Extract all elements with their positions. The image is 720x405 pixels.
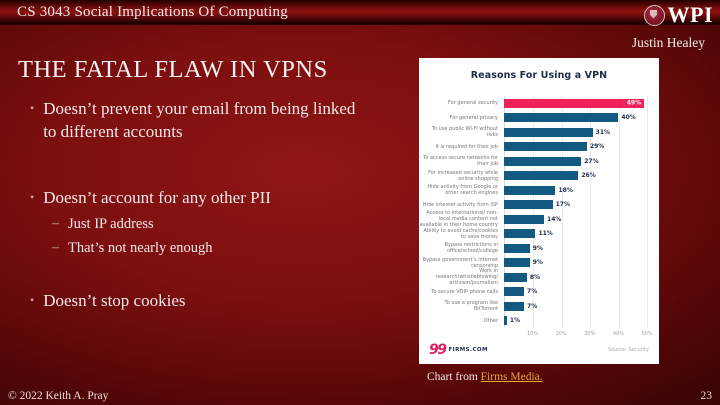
chart-bar-row	[419, 299, 647, 314]
bar-category-label: To access secure networks for their job	[423, 155, 498, 168]
chart-bar-row	[419, 154, 647, 169]
bar	[504, 229, 535, 238]
chart-bar-row	[419, 125, 647, 140]
firms-logo-text: FIRMS.COM	[448, 347, 488, 353]
bar-category-label: Ability to avoid cache/cookies to save money	[423, 227, 498, 240]
bar-value-label: 14%	[547, 215, 562, 223]
x-tick-label: 40%	[612, 331, 624, 337]
header-bar	[0, 0, 720, 25]
bar-value-label: 26%	[581, 172, 596, 180]
bullet-list	[30, 98, 372, 313]
bar	[504, 316, 507, 325]
bar	[504, 142, 587, 151]
bar	[504, 186, 555, 195]
bar-category-label: Other	[483, 317, 498, 324]
chart-bar-row	[419, 270, 647, 285]
bullet-text: Doesn’t account for any other PII	[43, 187, 271, 207]
chart-bar-row	[419, 183, 647, 198]
caption-prefix: Chart from	[427, 371, 481, 383]
wpi-logo	[644, 2, 714, 28]
x-tick-label: 30%	[584, 331, 596, 337]
bar-value-label: 11%	[538, 230, 553, 238]
bullet-item	[30, 187, 372, 210]
bar	[504, 287, 524, 296]
chart-bar-row	[419, 212, 647, 227]
bar-category-label: To secure VOIP phone calls	[431, 288, 498, 295]
chart-bar-row	[419, 140, 647, 155]
chart-caption	[427, 371, 543, 383]
bar	[504, 215, 544, 224]
author-name: Justin Healey	[631, 35, 705, 50]
bullet-item	[30, 290, 372, 313]
bar-value-label: 27%	[584, 157, 599, 165]
bar-value-label: 29%	[589, 143, 605, 151]
chart-source: Source: Security	[608, 347, 649, 353]
bullet-dot-icon: •	[30, 292, 35, 307]
bar	[504, 113, 618, 122]
bullet-item	[52, 215, 372, 235]
bullet-dot-icon: •	[30, 101, 35, 115]
bar-value-label: 31%	[595, 128, 611, 136]
chart-bar-row	[419, 111, 647, 126]
wpi-logo-text: WPI	[667, 2, 713, 27]
page-number: 23	[700, 390, 712, 402]
bar	[504, 244, 530, 253]
bullet-dash-icon: –	[52, 215, 59, 231]
bar-category-label: Access to international/ non-local media content not available in their home country	[419, 210, 498, 229]
bullet-text: Doesn’t stop cookies	[43, 290, 186, 310]
bar	[504, 171, 578, 180]
bar-category-label: Bypass government’s internet censorship	[422, 256, 498, 269]
bar-value-label: 8%	[529, 273, 541, 281]
chart-x-axis	[504, 331, 653, 339]
bullet-text: Doesn’t prevent your email from being linked to different accounts	[43, 99, 356, 141]
bar-value-label: 17%	[555, 201, 570, 209]
bullet-dash-icon: –	[52, 240, 59, 256]
bar	[504, 302, 524, 311]
chart-bar-row	[419, 169, 647, 184]
bar-value-label: 7%	[527, 302, 538, 310]
bullet-item	[52, 239, 372, 259]
chart-bar-row	[419, 314, 647, 329]
bar	[504, 200, 553, 209]
firms-99-icon: 99	[429, 342, 446, 358]
chart-footer	[429, 343, 649, 357]
firms-logo	[429, 343, 488, 357]
bar-category-label: Work in research/whistleblowing/ activism/journalism	[435, 268, 498, 287]
bar-category-label: Bypass restrictions in office/school/college	[444, 242, 498, 255]
chart-bar-row	[419, 241, 647, 256]
vpn-reasons-chart	[419, 58, 659, 364]
chart-bar-row	[419, 96, 647, 111]
slide-title: THE FATAL FLAW IN VPNS	[18, 56, 328, 83]
bar-category-label: For increased security while online shopping	[428, 169, 498, 182]
bar-category-label: Hide internet activity from ISP	[422, 201, 498, 208]
chart-title: Reasons For Using a VPN	[470, 70, 608, 81]
bar	[504, 273, 527, 282]
bar-category-label: To use public Wi-Fi without risks	[431, 126, 498, 139]
x-tick-label: 20%	[555, 331, 567, 337]
x-tick-label: 50%	[641, 331, 653, 337]
bar	[504, 128, 593, 137]
bar-category-label: For general privacy	[449, 114, 498, 121]
bar-category-label: Hide activity from Google or other search engines	[427, 184, 498, 197]
bar	[504, 157, 581, 166]
bar-category-label: To use a program like BitTorrent	[444, 300, 498, 313]
bar-value-label: 40%	[621, 114, 636, 122]
bar-value-label: 7%	[527, 288, 538, 296]
bar-category-label: It is required for their job	[435, 143, 498, 150]
copyright-text: © 2022 Keith A. Pray	[8, 390, 109, 402]
bar	[504, 99, 644, 108]
bullet-text: That’s not nearly enough	[68, 240, 213, 257]
bar-value-label: 49%	[626, 99, 642, 107]
bar-value-label: 18%	[558, 186, 573, 194]
chart-bar-row	[419, 285, 647, 300]
chart-rows	[419, 96, 647, 328]
bar-value-label: 1%	[509, 317, 521, 325]
bar-category-label: For general security	[448, 100, 498, 107]
bullet-item	[30, 98, 372, 144]
x-tick-label: 10%	[527, 331, 539, 337]
bullet-text: Just IP address	[68, 215, 154, 232]
bullet-dot-icon: •	[30, 189, 35, 204]
bar-value-label: 9%	[532, 259, 543, 267]
bar	[504, 258, 530, 267]
chart-bar-row	[419, 227, 647, 242]
course-title: CS 3043 Social Implications Of Computing	[17, 4, 288, 20]
firms-media-link[interactable]: Firms Media.	[480, 371, 543, 383]
bar-value-label: 9%	[532, 244, 543, 252]
wpi-seal-icon	[644, 5, 665, 26]
